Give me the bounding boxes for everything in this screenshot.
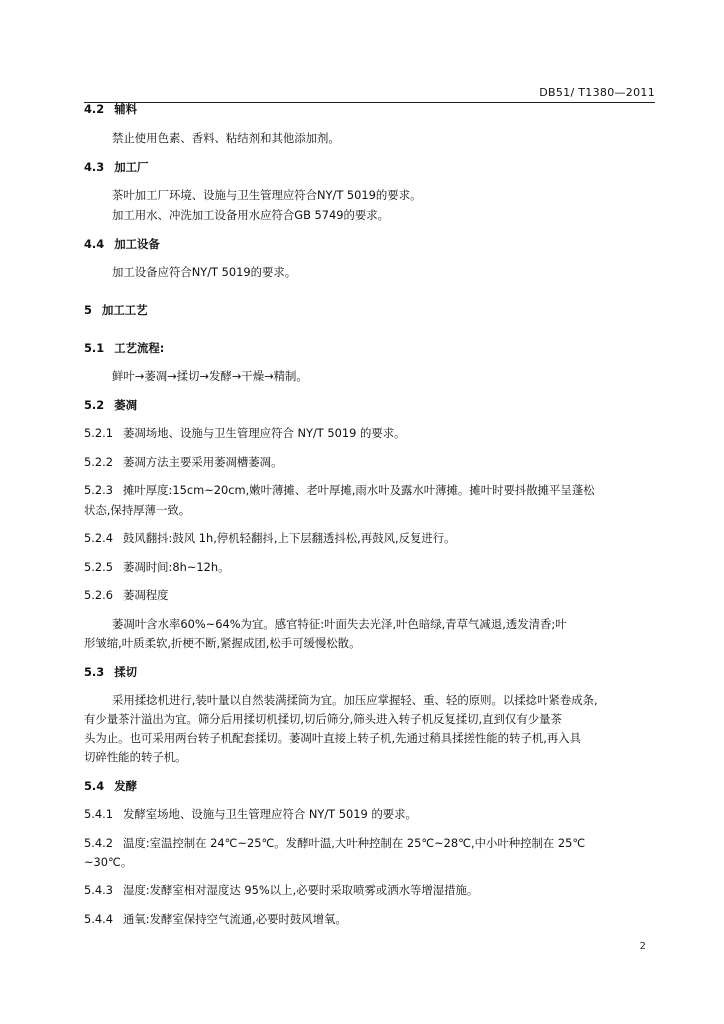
section-heading-5-4: 5.4 发酵 xyxy=(84,779,137,793)
paragraph-line: 加工设备应符合NY/T 5019的要求。 xyxy=(112,265,297,279)
document-id: DB51/ T1380—2011 xyxy=(539,86,655,99)
paragraph-line: 状态,保持厚薄一致。 xyxy=(84,503,191,517)
clause-5-4-1: 5.4.1 发酵室场地、设施与卫生管理应符合 NY/T 5019 的要求。 xyxy=(84,807,417,821)
paragraph-line: 加工用水、冲洗加工设备用水应符合GB 5749的要求。 xyxy=(112,208,390,222)
clause-5-2-2: 5.2.2 萎凋方法主要采用萎凋槽萎凋。 xyxy=(84,455,283,469)
paragraph-line: 形皱缩,叶质柔软,折梗不断,紧握成团,松手可缓慢松散。 xyxy=(84,636,361,650)
paragraph-line: 有少量茶汁溢出为宜。筛分后用揉切机揉切,切后筛分,筛头进入转子机反复揉切,直到仅有少量茶 xyxy=(84,712,562,726)
section-heading-5-2: 5.2 萎凋 xyxy=(84,398,137,412)
paragraph-line: 切碎性能的转子机。 xyxy=(84,750,187,764)
clause-5-2-3: 5.2.3 摊叶厚度:15cm~20cm,嫩叶薄摊、老叶厚摊,雨水叶及露水叶薄摊。摊叶时要抖散摊平呈蓬松 xyxy=(84,483,595,497)
paragraph-line: 采用揉捻机进行,装叶量以自然装满揉筒为宜。加压应掌握轻、重、轻的原则。以揉捻叶紧卷成条, xyxy=(112,693,598,707)
paragraph-line: 鲜叶→萎凋→揉切→发酵→干燥→精制。 xyxy=(112,369,308,383)
paragraph-line: ~30℃。 xyxy=(84,855,133,869)
section-heading-4-3: 4.3 加工厂 xyxy=(84,160,149,174)
clause-5-2-4: 5.2.4 鼓风翻抖:鼓风 1h,停机轻翻抖,上下层翻透抖松,再鼓风,反复进行。 xyxy=(84,531,456,545)
clause-5-2-5: 5.2.5 萎凋时间:8h~12h。 xyxy=(84,560,230,574)
clause-5-2-6: 5.2.6 萎凋程度 xyxy=(84,588,169,602)
clause-5-4-4: 5.4.4 通氧:发酵室保持空气流通,必要时鼓风增氧。 xyxy=(84,912,347,926)
page-number: 2 xyxy=(639,941,646,952)
paragraph-line: 茶叶加工厂环境、设施与卫生管理应符合NY/T 5019的要求。 xyxy=(112,188,422,202)
clause-5-4-3: 5.4.3 湿度:发酵室相对湿度达 95%以上,必要时采取喷雾或洒水等增湿措施。 xyxy=(84,883,479,897)
section-heading-4-4: 4.4 加工设备 xyxy=(84,237,160,251)
paragraph-line: 萎凋叶含水率60%~64%为宜。感官特征:叶面失去光泽,叶色暗绿,青草气减退,透发清香;叶 xyxy=(112,617,567,631)
section-heading-5-1: 5.1 工艺流程: xyxy=(84,341,165,355)
section-heading-5-3: 5.3 揉切 xyxy=(84,665,137,679)
paragraph-line: 禁止使用色素、香料、粘结剂和其他添加剂。 xyxy=(112,131,340,145)
clause-5-4-2: 5.4.2 温度:室温控制在 24℃~25℃。发酵叶温,大叶种控制在 25℃~28℃,中小叶种控制在 25℃ xyxy=(84,836,586,850)
chapter-heading-5: 5 加工工艺 xyxy=(84,303,148,317)
clause-5-2-1: 5.2.1 萎凋场地、设施与卫生管理应符合 NY/T 5019 的要求。 xyxy=(84,426,406,440)
header-rule xyxy=(84,102,655,103)
section-heading-4-2: 4.2 辅料 xyxy=(84,102,137,116)
paragraph-line: 头为止。也可采用两台转子机配套揉切。萎凋叶直接上转子机,先通过稍具揉搓性能的转子机,再入具 xyxy=(84,731,582,745)
